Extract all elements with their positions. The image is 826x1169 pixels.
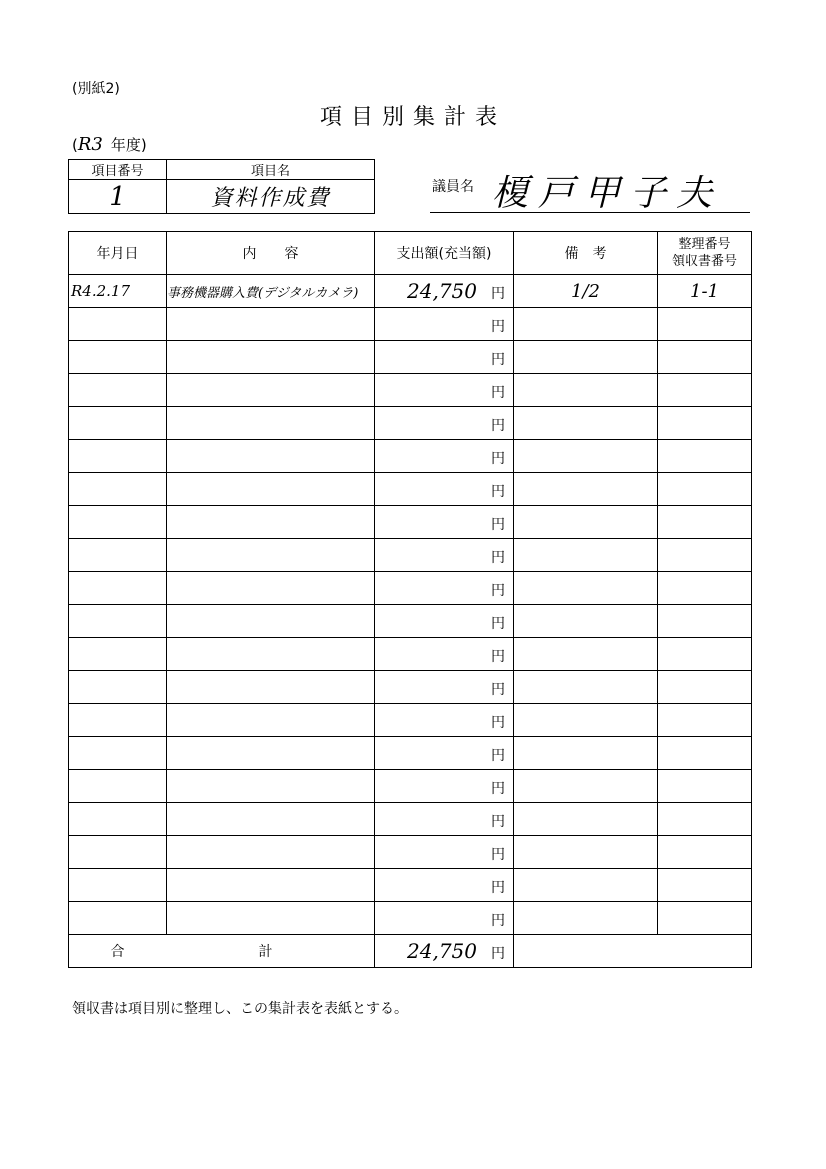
- cell-content: 事務機器購入費(デジタルカメラ): [167, 275, 375, 308]
- cell-note: [514, 407, 658, 440]
- cell-ref: [658, 440, 752, 473]
- total-amount-value: 24,750: [407, 939, 477, 963]
- cell-amount: [375, 341, 514, 374]
- cell-note: [514, 770, 658, 803]
- cell-date: [69, 440, 167, 473]
- yen-unit: 円: [491, 682, 505, 698]
- yen-unit: 円: [491, 319, 505, 335]
- year-open-paren: (: [72, 136, 78, 154]
- cell-content: [167, 539, 375, 572]
- cell-note: [514, 308, 658, 341]
- cell-amount: [375, 737, 514, 770]
- cell-amount: [375, 407, 514, 440]
- table-row: [69, 572, 752, 605]
- table-row: [69, 704, 752, 737]
- cell-content: [167, 572, 375, 605]
- cell-amount: [375, 275, 514, 308]
- cell-amount: [375, 869, 514, 902]
- cell-amount: [375, 902, 514, 935]
- cell-ref: [658, 572, 752, 605]
- table-row: [69, 770, 752, 803]
- cell-ref: [658, 638, 752, 671]
- cell-note: [514, 902, 658, 935]
- table-row: [69, 638, 752, 671]
- table-row: [69, 605, 752, 638]
- table-row: [69, 869, 752, 902]
- yen-unit: 円: [491, 517, 505, 533]
- yen-unit: 円: [491, 286, 505, 302]
- yen-unit: 円: [491, 946, 505, 962]
- cell-note: [514, 638, 658, 671]
- table-row: [69, 440, 752, 473]
- fiscal-year-suffix: 年度): [110, 136, 147, 154]
- cell-date: [69, 770, 167, 803]
- sheet-label: (別紙2): [72, 81, 120, 97]
- yen-unit: 円: [491, 385, 505, 401]
- cell-date: [69, 308, 167, 341]
- cell-ref: [658, 308, 752, 341]
- cell-amount: [375, 770, 514, 803]
- cell-note: 1/2: [514, 275, 658, 308]
- cell-content: [167, 836, 375, 869]
- cell-ref: [658, 869, 752, 902]
- yen-unit: 円: [491, 847, 505, 863]
- cell-date: [69, 704, 167, 737]
- cell-content: [167, 341, 375, 374]
- total-row: [69, 935, 752, 968]
- header-ref: [658, 232, 752, 275]
- cell-note: [514, 539, 658, 572]
- yen-unit: 円: [491, 781, 505, 797]
- yen-unit: 円: [491, 715, 505, 731]
- yen-unit: 円: [491, 352, 505, 368]
- member-name: 榎戸甲子夫: [492, 173, 723, 214]
- table-row: [69, 836, 752, 869]
- cell-content: [167, 869, 375, 902]
- cell-date: [69, 341, 167, 374]
- cell-ref: [658, 374, 752, 407]
- cell-note: [514, 374, 658, 407]
- yen-unit: 円: [491, 583, 505, 599]
- table-row: [69, 407, 752, 440]
- cell-date: [69, 869, 167, 902]
- cell-date: [69, 737, 167, 770]
- cell-note: [514, 803, 658, 836]
- yen-unit: 円: [491, 814, 505, 830]
- cell-date: [69, 803, 167, 836]
- cell-note: [514, 869, 658, 902]
- header-ref-line1: 整理番号: [678, 237, 731, 252]
- cell-ref: [658, 407, 752, 440]
- yen-unit: 円: [491, 550, 505, 566]
- cell-note: [514, 836, 658, 869]
- header-note: 備 考: [514, 232, 658, 275]
- table-row: [69, 473, 752, 506]
- header-date: 年月日: [69, 232, 167, 275]
- cell-date: [69, 539, 167, 572]
- cell-content: [167, 770, 375, 803]
- cell-date: [69, 638, 167, 671]
- cell-ref: [658, 671, 752, 704]
- expense-table: [68, 231, 752, 968]
- cell-ref: [658, 836, 752, 869]
- cell-content: [167, 605, 375, 638]
- cell-note: [514, 737, 658, 770]
- total-amount-cell: [375, 935, 514, 968]
- yen-unit: 円: [491, 649, 505, 665]
- cell-amount: [375, 638, 514, 671]
- header-content: 内 容: [167, 232, 375, 275]
- table-row: [69, 374, 752, 407]
- cell-note: [514, 341, 658, 374]
- yen-unit: 円: [491, 913, 505, 929]
- yen-unit: 円: [491, 880, 505, 896]
- header-ref-line2: 領収書番号: [671, 254, 737, 269]
- table-row: [69, 737, 752, 770]
- cell-amount: [375, 836, 514, 869]
- cell-ref: [658, 506, 752, 539]
- document-title: 項目別集計表: [319, 105, 506, 130]
- cell-note: [514, 704, 658, 737]
- cell-ref: [658, 341, 752, 374]
- cell-amount: [375, 539, 514, 572]
- cell-date: [69, 407, 167, 440]
- cell-content: [167, 671, 375, 704]
- header-amount: 支出額(充当額): [375, 232, 514, 275]
- table-row: [69, 275, 752, 308]
- amount-value: 24,750: [407, 279, 477, 303]
- item-no-value: 1: [69, 180, 167, 214]
- cell-content: [167, 473, 375, 506]
- item-box: [68, 159, 375, 214]
- cell-content: [167, 407, 375, 440]
- fiscal-year-value: R3: [77, 134, 103, 155]
- cell-content: [167, 704, 375, 737]
- table-row: [69, 803, 752, 836]
- table-header-row: [69, 232, 752, 275]
- cell-content: [167, 737, 375, 770]
- cell-amount: [375, 605, 514, 638]
- member-underline: [430, 212, 750, 213]
- cell-ref: [658, 737, 752, 770]
- cell-ref: [658, 605, 752, 638]
- member-label: 議員名: [432, 179, 474, 195]
- item-no-label: 項目番号: [69, 160, 167, 180]
- cell-content: [167, 440, 375, 473]
- yen-unit: 円: [491, 748, 505, 764]
- cell-amount: [375, 671, 514, 704]
- total-note-cell: [514, 935, 752, 968]
- cell-ref: [658, 803, 752, 836]
- table-row: [69, 539, 752, 572]
- cell-amount: [375, 704, 514, 737]
- cell-content: [167, 374, 375, 407]
- cell-amount: [375, 506, 514, 539]
- total-label: 合 計: [69, 935, 375, 968]
- cell-amount: [375, 572, 514, 605]
- cell-content: [167, 902, 375, 935]
- cell-amount: [375, 803, 514, 836]
- cell-date: [69, 836, 167, 869]
- cell-date: [69, 902, 167, 935]
- cell-note: [514, 506, 658, 539]
- table-row: [69, 671, 752, 704]
- yen-unit: 円: [491, 484, 505, 500]
- table-row: [69, 308, 752, 341]
- cell-content: [167, 638, 375, 671]
- cell-amount: [375, 473, 514, 506]
- yen-unit: 円: [491, 616, 505, 632]
- cell-note: [514, 440, 658, 473]
- cell-content: [167, 308, 375, 341]
- table-row: [69, 506, 752, 539]
- cell-date: [69, 605, 167, 638]
- yen-unit: 円: [491, 451, 505, 467]
- cell-amount: [375, 308, 514, 341]
- footer-note: 領収書は項目別に整理し、この集計表を表紙とする。: [72, 1001, 408, 1017]
- cell-ref: [658, 539, 752, 572]
- item-name-label: 項目名: [167, 160, 375, 180]
- yen-unit: 円: [491, 418, 505, 434]
- cell-content: [167, 803, 375, 836]
- cell-note: [514, 605, 658, 638]
- cell-ref: [658, 902, 752, 935]
- cell-date: [69, 506, 167, 539]
- cell-amount: [375, 374, 514, 407]
- cell-amount: [375, 440, 514, 473]
- cell-date: [69, 671, 167, 704]
- cell-note: [514, 671, 658, 704]
- cell-content: [167, 506, 375, 539]
- cell-ref: [658, 770, 752, 803]
- cell-ref: [658, 704, 752, 737]
- cell-note: [514, 473, 658, 506]
- item-name-value: 資料作成費: [167, 180, 375, 214]
- fiscal-year: [72, 134, 147, 155]
- cell-date: [69, 374, 167, 407]
- table-row: [69, 341, 752, 374]
- cell-date: R4.2.17: [69, 275, 167, 308]
- cell-ref: 1-1: [658, 275, 752, 308]
- cell-ref: [658, 473, 752, 506]
- cell-date: [69, 473, 167, 506]
- cell-note: [514, 572, 658, 605]
- table-row: [69, 902, 752, 935]
- cell-date: [69, 572, 167, 605]
